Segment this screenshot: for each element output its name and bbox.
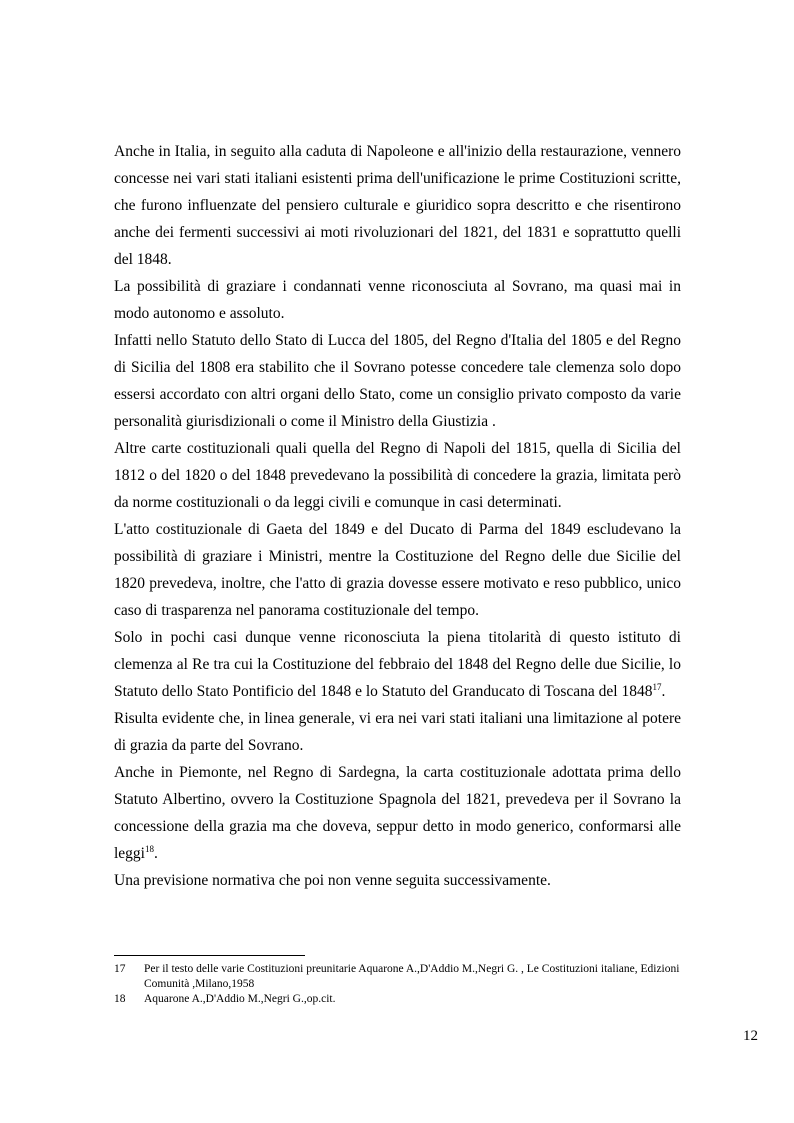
footnote-ref-18[interactable]: 18 <box>145 844 154 854</box>
paragraph <box>114 759 681 867</box>
paragraph <box>114 435 681 516</box>
footnote-18 <box>114 992 681 1007</box>
paragraph-text: Una previsione normativa che poi non venne seguita successivamente. <box>114 872 551 889</box>
page-number: 12 <box>743 1028 758 1044</box>
paragraph-text: Risulta evidente che, in linea generale, vi era nei vari stati italiani una limitazione al potere di grazia da parte del Sovrano. <box>114 710 681 754</box>
paragraph <box>114 705 681 759</box>
footnote-number: 17 <box>114 963 126 975</box>
paragraph <box>114 138 681 273</box>
footnotes <box>114 962 681 1007</box>
paragraph <box>114 624 681 705</box>
body-text <box>114 138 681 894</box>
footnote-ref-17[interactable]: 17 <box>652 682 662 692</box>
footnote-separator <box>114 955 305 956</box>
paragraph-text: Solo in pochi casi dunque venne riconosciuta la piena titolarità di questo istituto di clemenza al Re tra cui la Costituzione del febbraio del 1848 del Regno delle due Sicilie, lo Statuto dello Stato Pontificio del 1848 e lo Statuto del Granducato di Toscana del 1848 <box>114 629 681 700</box>
paragraph-text: Infatti nello Statuto dello Stato di Lucca del 1805, del Regno d'Italia del 1805 e del Regno di Sicilia del 1808 era stabilito che il Sovrano potesse concedere tale clemenza solo dopo essersi accordato con altri organi dello Stato, come un consiglio privato composto da varie personalità giurisdizionali o come il Ministro della Giustizia . <box>114 332 681 430</box>
paragraph-text: L'atto costituzionale di Gaeta del 1849 e del Ducato di Parma del 1849 escludevano la possibilità di graziare i Ministri, mentre la Costituzione del Regno delle due Sicilie del 1820 prevedeva, inoltre, che l'atto di grazia dovesse essere motivato e reso pubblico, unico caso di trasparenza nel panorama costituzionale del tempo. <box>114 521 681 619</box>
paragraph-text: Anche in Italia, in seguito alla caduta di Napoleone e all'inizio della restaurazione, vennero concesse nei vari stati italiani esistenti prima dell'unificazione le prime Costituzioni scritte, che furono influenzate del pensiero culturale e giuridico sopra descritto e che risentirono anche dei fermenti successivi ai moti rivoluzionari del 1821, del 1831 e soprattutto quelli del 1848. <box>114 143 681 268</box>
paragraph <box>114 867 681 894</box>
paragraph-text-end: . <box>661 683 666 700</box>
paragraph <box>114 516 681 624</box>
paragraph <box>114 273 681 327</box>
paragraph <box>114 327 681 435</box>
paragraph-text: Anche in Piemonte, nel Regno di Sardegna, la carta costituzionale adottata prima dello Statuto Albertino, ovvero la Costituzione Spagnola del 1821, prevedeva per il Sovrano la concessione della grazia ma che doveva, seppur detto in modo generico, conformarsi alle leggi <box>114 764 681 862</box>
paragraph-text: Altre carte costituzionali quali quella del Regno di Napoli del 1815, quella di Sicilia del 1812 o del 1820 o del 1848 prevedevano la possibilità di concedere la grazia, limitata però da norme costituzionali o da leggi civili e comunque in casi determinati. <box>114 440 681 511</box>
paragraph-text-end: . <box>154 845 158 862</box>
footnote-number: 18 <box>114 993 126 1005</box>
footnote-text: Per il testo delle varie Costituzioni preunitarie Aquarone A.,D'Addio M.,Negri G. , Le Costituzioni italiane, Edizioni Comunità ,Milano,1958 <box>144 963 680 990</box>
footnote-17 <box>114 962 681 992</box>
paragraph-text: La possibilità di graziare i condannati venne riconosciuta al Sovrano, ma quasi mai in modo autonomo e assoluto. <box>114 278 681 322</box>
footnote-text: Aquarone A.,D'Addio M.,Negri G.,op.cit. <box>144 993 336 1005</box>
